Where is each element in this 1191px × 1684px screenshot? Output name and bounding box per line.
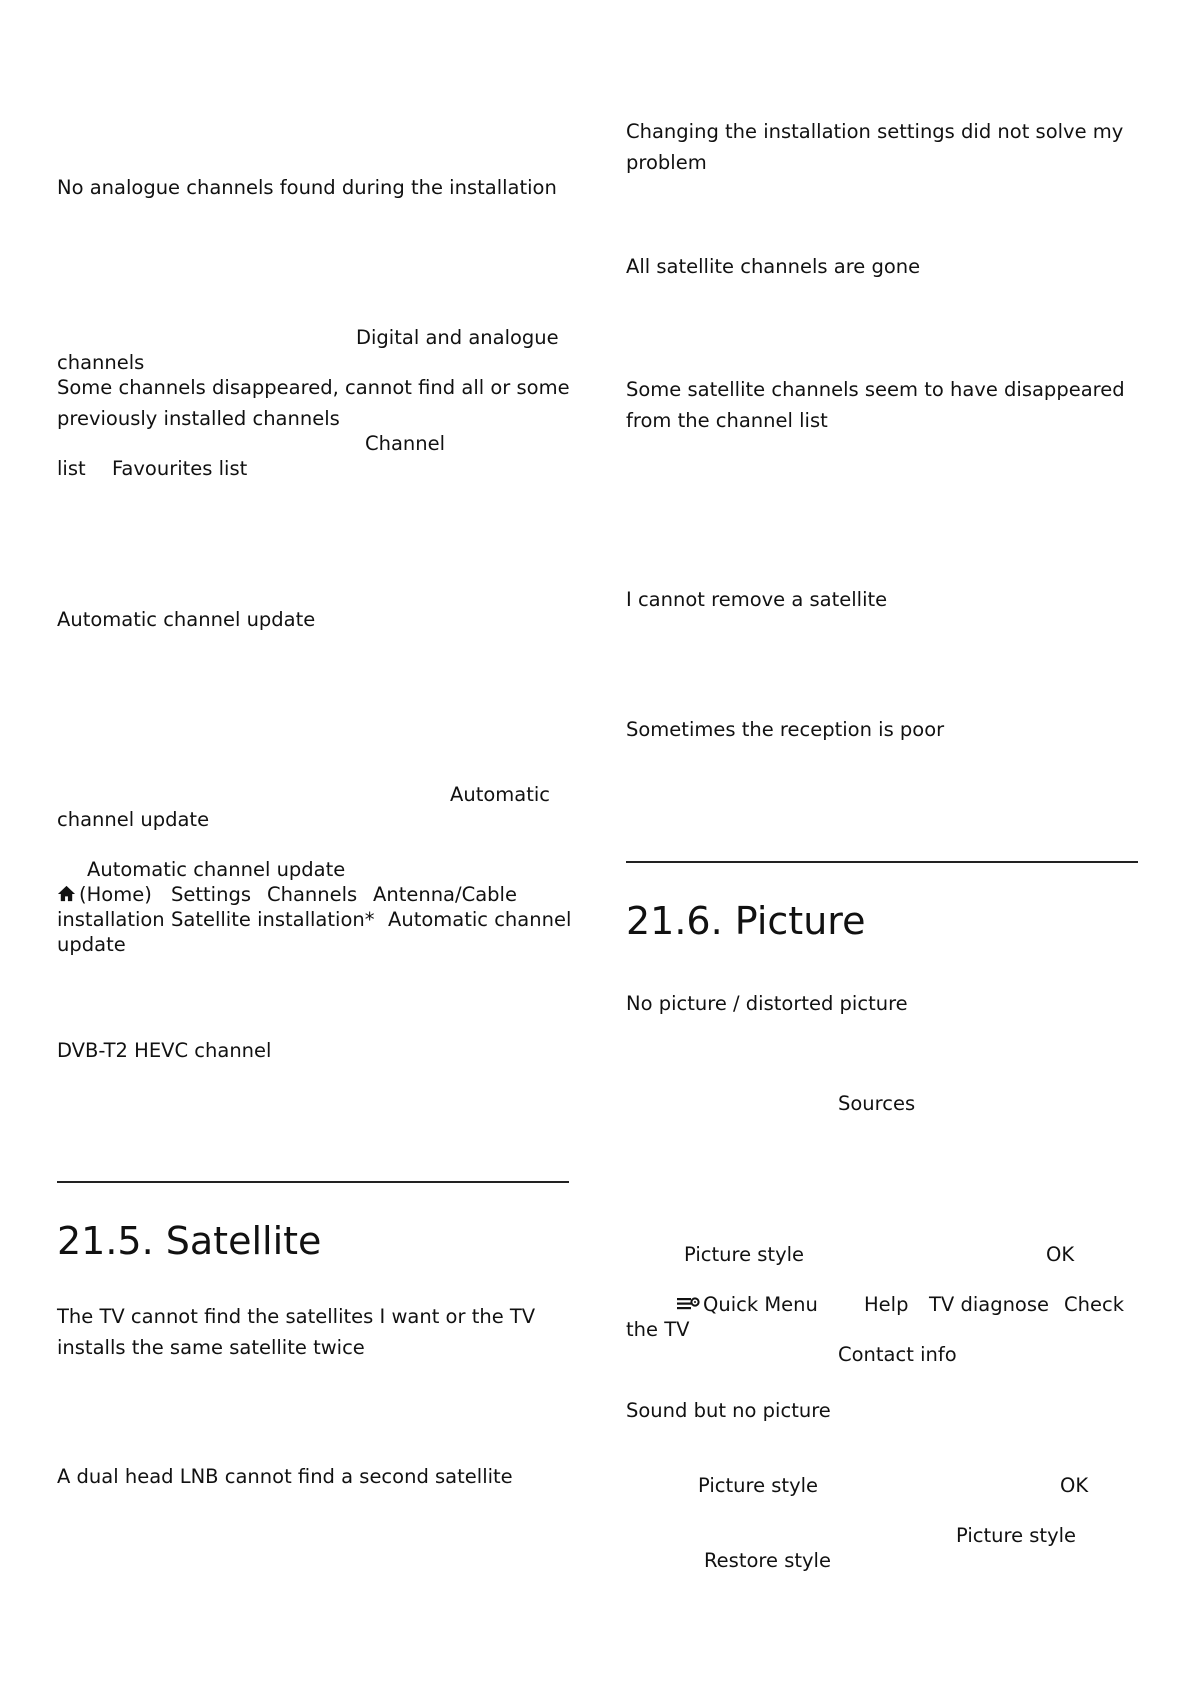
text-channels: channels [57,351,145,374]
path-settings: Settings [171,883,251,906]
text-tv-diagnose: TV diagnose [929,1293,1050,1316]
path-update: update [57,933,126,956]
path-antenna-cable: Antenna/Cable [373,883,517,906]
quick-menu-path [676,1289,818,1320]
section-title-satellite: 21.5. Satellite [57,1219,322,1263]
text-channel-update: channel update [57,808,210,831]
heading-some-channels-disappeared-line2: previously installed channels [57,407,340,430]
path-installation: installation [57,908,165,931]
path-satellite-installation: Satellite installation* [171,908,375,931]
text-picture-style-2: Picture style [698,1474,819,1497]
heading-some-channels-disappeared-line1: Some channels disappeared, cannot find all or some [57,376,570,399]
text-contact-info: Contact info [838,1343,957,1366]
heading-some-satellite-channels-line2: from the channel list [626,409,828,432]
path-channels: Channels [267,883,358,906]
text-the-tv: the TV [626,1318,690,1341]
heading-cannot-remove-satellite: I cannot remove a satellite [626,588,888,611]
heading-automatic-channel-update: Automatic channel update [57,608,316,631]
text-restore-style: Restore style [704,1549,831,1572]
section-divider-left [57,1181,569,1183]
path-home: (Home) [79,883,152,906]
quick-menu-icon [676,1291,700,1309]
text-picture-style-1: Picture style [684,1243,805,1266]
text-sources: Sources [838,1092,916,1115]
heading-some-satellite-channels-line1: Some satellite channels seem to have disappeared [626,378,1125,401]
text-digital-and-analogue: Digital and analogue [356,326,559,349]
heading-changing-settings-line2: problem [626,151,707,174]
heading-sound-but-no-picture: Sound but no picture [626,1399,831,1422]
home-icon [57,881,76,900]
text-automatic-channel-update-setting: Automatic channel update [87,858,346,881]
text-automatic: Automatic [450,783,551,806]
path-automatic-channel: Automatic channel [388,908,572,931]
section-title-picture: 21.6. Picture [626,899,866,943]
heading-dvb-t2-hevc: DVB-T2 HEVC channel [57,1039,272,1062]
section-divider-right [626,861,1138,863]
text-picture-style-3: Picture style [956,1524,1077,1547]
text-help: Help [864,1293,909,1316]
text-check: Check [1064,1293,1124,1316]
text-favourites-list: Favourites list [112,457,248,480]
text-ok-1: OK [1046,1243,1075,1266]
heading-all-satellite-channels-gone: All satellite channels are gone [626,255,921,278]
heading-no-picture-distorted: No picture / distorted picture [626,992,908,1015]
heading-changing-settings-line1: Changing the installation settings did not solve my [626,120,1124,143]
text-list: list [57,457,86,480]
text-ok-2: OK [1060,1474,1089,1497]
heading-reception-poor: Sometimes the reception is poor [626,718,945,741]
heading-tv-cannot-find-satellites-line1: The TV cannot find the satellites I want or the TV [57,1305,536,1328]
text-quick-menu: Quick Menu [703,1293,818,1316]
heading-tv-cannot-find-satellites-line2: installs the same satellite twice [57,1336,365,1359]
heading-dual-head-lnb: A dual head LNB cannot find a second satellite [57,1465,513,1488]
text-channel: Channel [365,432,446,455]
heading-no-analogue-channels: No analogue channels found during the installation [57,176,557,199]
